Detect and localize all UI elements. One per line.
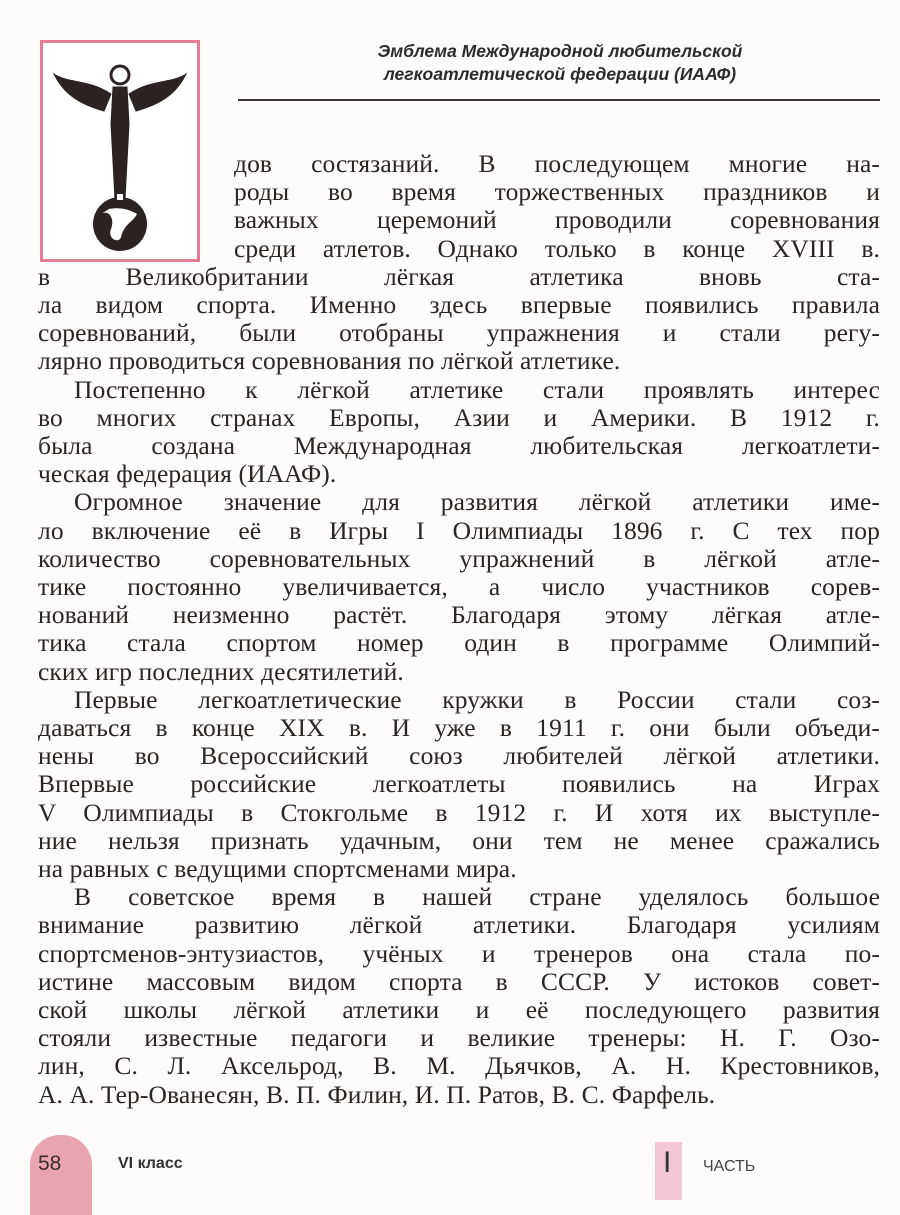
text-line: была создана Международная любительская легкоатлети- bbox=[38, 431, 880, 460]
text-line: даваться в конце XIX в. И уже в 1911 г. они были объеди- bbox=[38, 713, 880, 742]
text-line: нований неизменно растёт. Благодаря этому лёгкая атле- bbox=[38, 600, 880, 630]
text-line: Впервые российские легкоатлеты появились на Играх bbox=[38, 769, 880, 799]
text-line: ла видом спорта. Именно здесь впервые появились правила bbox=[38, 290, 880, 319]
text-line: в Великобритании лёгкая атлетика вновь ста- bbox=[38, 261, 880, 291]
text-line: ской школы лёгкой атлетики и её последующего развития bbox=[38, 995, 880, 1024]
text-line: ских игр последних десятилетий. bbox=[38, 656, 404, 686]
grade-label: VI класс bbox=[118, 1155, 183, 1172]
text-line: В советское время в нашей стране уделялось большое bbox=[74, 882, 880, 912]
text-line: во многих странах Европы, Азии и Америки. В 1912 г. bbox=[38, 402, 880, 432]
figure-caption bbox=[240, 40, 880, 86]
text-line: количество соревновательных упражнений в лёгкой атле- bbox=[38, 543, 880, 573]
caption-divider bbox=[238, 99, 880, 101]
caption-line: легкоатлетической федерации (ИААФ) bbox=[383, 64, 737, 84]
text-line: истине массовым видом спорта в СССР. У истоков совет- bbox=[38, 966, 880, 996]
text-line: тике постоянно увеличивается, а число участников сорев- bbox=[38, 572, 880, 601]
text-line: на равных с ведущими спортсменами мира. bbox=[38, 854, 517, 883]
text-line: роды во время торжественных праздников и bbox=[234, 177, 880, 207]
text-line: ние нельзя признать удачным, они тем не менее сражались bbox=[38, 825, 880, 855]
emblem-figure bbox=[40, 40, 200, 262]
text-line: тика стала спортом номер один в программе Олимпий- bbox=[38, 628, 880, 658]
text-line: стояли известные педагоги и великие тренеры: Н. Г. Озо- bbox=[38, 1023, 880, 1053]
part-number: I bbox=[663, 1146, 672, 1179]
text-line: V Олимпиады в Стокгольме в 1912 г. И хотя их выступле- bbox=[38, 797, 880, 827]
text-line: важных церемоний проводили соревнования bbox=[234, 205, 880, 235]
text-line: внимание развитию лёгкой атлетики. Благодаря усилиям bbox=[38, 910, 880, 940]
text-line: среди атлетов. Однако только в конце XVIII в. bbox=[234, 233, 880, 263]
part-label: ЧАСТЬ bbox=[703, 1158, 756, 1175]
text-line: Огромное значение для развития лёгкой атлетики име- bbox=[74, 487, 880, 517]
text-line: Постепенно к лёгкой атлетике стали проявлять интерес bbox=[74, 374, 880, 404]
text-line: А. А. Тер-Ованесян, В. П. Филин, И. П. Ратов, В. С. Фарфель. bbox=[38, 1079, 716, 1109]
text-line: соревнований, были отобраны упражнения и стали регу- bbox=[38, 318, 880, 348]
caption-line: Эмблема Международной любительской bbox=[377, 41, 743, 61]
text-line: ло включение её в Игры I Олимпиады 1896 г. С тех пор bbox=[38, 515, 880, 545]
text-line: Первые легкоатлетические кружки в России стали соз- bbox=[74, 684, 880, 714]
text-line: лин, С. Л. Аксельрод, В. М. Дьячков, А. Н. Крестовников, bbox=[38, 1051, 880, 1081]
text-line: лярно проводиться соревнования по лёгкой атлетике. bbox=[38, 346, 621, 376]
text-line: нены во Всероссийский союз любителей лёгкой атлетики. bbox=[38, 741, 880, 771]
page-number: 58 bbox=[38, 1152, 62, 1175]
iaaf-emblem-icon bbox=[49, 49, 191, 254]
text-line: спортсменов-энтузиастов, учёных и тренеров она стала по- bbox=[38, 938, 880, 968]
text-line: ческая федерация (ИААФ). bbox=[38, 459, 337, 489]
text-line: дов состязаний. В последующем многие на- bbox=[234, 149, 880, 178]
